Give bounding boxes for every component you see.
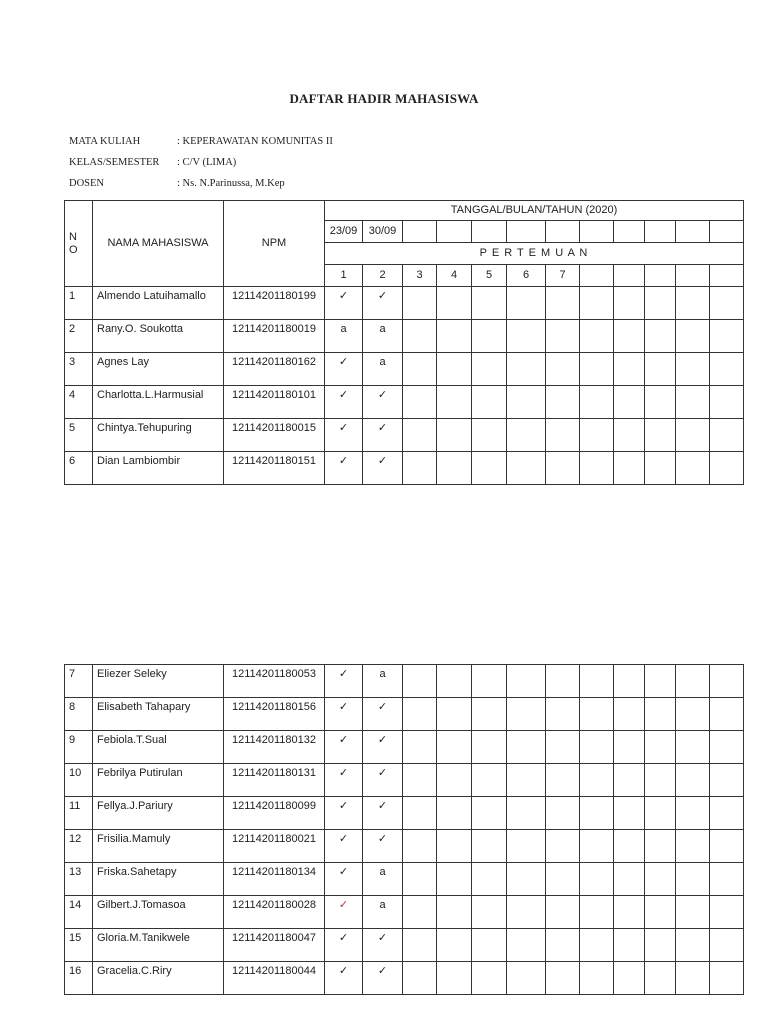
student-no: 9 (65, 731, 93, 764)
attendance-mark-empty (403, 320, 437, 353)
student-no: 15 (65, 929, 93, 962)
attendance-mark-empty (614, 320, 645, 353)
student-npm: 12114201180101 (224, 386, 325, 419)
date-cell: 23/09 (325, 221, 363, 243)
attendance-mark-empty (614, 731, 645, 764)
attendance-mark-empty (437, 665, 472, 698)
attendance-mark-empty (507, 452, 546, 485)
attendance-mark: ✓ (325, 863, 363, 896)
attendance-mark-empty (403, 665, 437, 698)
student-npm: 12114201180156 (224, 698, 325, 731)
student-row (65, 863, 744, 896)
attendance-mark-empty (403, 797, 437, 830)
attendance-mark-empty (645, 386, 676, 419)
attendance-mark-empty (403, 386, 437, 419)
attendance-mark-empty (580, 419, 614, 452)
attendance-mark-empty (580, 797, 614, 830)
meeting-number (645, 265, 676, 287)
meeting-number (676, 265, 710, 287)
student-name: Friska.Sahetapy (93, 863, 224, 896)
attendance-mark-empty (676, 929, 710, 962)
student-row (65, 665, 744, 698)
student-no: 13 (65, 863, 93, 896)
attendance-mark-empty (472, 863, 507, 896)
student-name: Charlotta.L.Harmusial (93, 386, 224, 419)
info-row-kelas (69, 157, 236, 168)
date-cell (403, 221, 437, 243)
attendance-mark-empty (507, 419, 546, 452)
attendance-mark-empty (437, 764, 472, 797)
attendance-mark-empty (710, 419, 744, 452)
student-name: Frisilia.Mamuly (93, 830, 224, 863)
attendance-mark-empty (472, 962, 507, 995)
attendance-mark-empty (614, 830, 645, 863)
info-label: MATA KULIAH (69, 136, 141, 147)
student-name: Elisabeth Tahapary (93, 698, 224, 731)
attendance-mark-empty (614, 929, 645, 962)
attendance-mark-empty (507, 863, 546, 896)
attendance-mark-empty (676, 830, 710, 863)
attendance-mark: a (363, 320, 403, 353)
date-cell (580, 221, 614, 243)
meeting-number: 6 (507, 265, 546, 287)
attendance-mark-empty (580, 698, 614, 731)
attendance-mark-empty (546, 962, 580, 995)
attendance-mark-empty (676, 962, 710, 995)
date-cell (472, 221, 507, 243)
attendance-mark-empty (710, 764, 744, 797)
info-label: DOSEN (69, 178, 105, 189)
attendance-mark-empty (710, 353, 744, 386)
attendance-mark-empty (472, 287, 507, 320)
student-row (65, 929, 744, 962)
attendance-mark-empty (507, 386, 546, 419)
attendance-mark-empty (472, 830, 507, 863)
attendance-mark-empty (437, 419, 472, 452)
attendance-mark: ✓ (325, 665, 363, 698)
attendance-mark-empty (403, 896, 437, 929)
attendance-mark-empty (507, 929, 546, 962)
attendance-mark-empty (710, 452, 744, 485)
attendance-mark-empty (437, 731, 472, 764)
attendance-mark-empty (546, 320, 580, 353)
student-name: Agnes Lay (93, 353, 224, 386)
attendance-mark: ✓ (363, 962, 403, 995)
attendance-mark: a (363, 353, 403, 386)
info-row-dosen (69, 178, 285, 189)
date-cell (645, 221, 676, 243)
attendance-mark-empty (676, 287, 710, 320)
student-npm: 12114201180099 (224, 797, 325, 830)
student-npm: 12114201180047 (224, 929, 325, 962)
attendance-mark-empty (676, 896, 710, 929)
attendance-mark: ✓ (325, 929, 363, 962)
attendance-mark-empty (614, 386, 645, 419)
attendance-mark-empty (546, 863, 580, 896)
attendance-mark-empty (437, 386, 472, 419)
attendance-mark-empty (580, 863, 614, 896)
attendance-mark-empty (580, 731, 614, 764)
student-row (65, 452, 744, 485)
meeting-number: 7 (546, 265, 580, 287)
attendance-mark-empty (676, 764, 710, 797)
student-no: 1 (65, 287, 93, 320)
student-name: Gilbert.J.Tomasoa (93, 896, 224, 929)
attendance-mark: ✓ (325, 962, 363, 995)
attendance-mark-empty (614, 698, 645, 731)
attendance-mark-empty (507, 665, 546, 698)
attendance-mark: ✓ (363, 731, 403, 764)
attendance-mark-empty (472, 353, 507, 386)
student-row (65, 320, 744, 353)
attendance-mark-empty (546, 386, 580, 419)
attendance-mark-empty (546, 797, 580, 830)
attendance-mark-empty (645, 830, 676, 863)
student-name: Febiola.T.Sual (93, 731, 224, 764)
info-value: : KEPERAWATAN KOMUNITAS II (177, 136, 333, 147)
student-npm: 12114201180019 (224, 320, 325, 353)
attendance-mark-empty (614, 896, 645, 929)
attendance-mark: ✓ (325, 452, 363, 485)
attendance-mark-empty (403, 962, 437, 995)
attendance-mark-empty (437, 353, 472, 386)
student-no: 2 (65, 320, 93, 353)
student-name: Eliezer Seleky (93, 665, 224, 698)
attendance-mark-empty (676, 419, 710, 452)
attendance-mark-empty (645, 863, 676, 896)
attendance-mark-empty (580, 962, 614, 995)
attendance-mark-empty (645, 764, 676, 797)
attendance-mark-empty (580, 320, 614, 353)
attendance-mark-empty (507, 320, 546, 353)
student-row (65, 419, 744, 452)
attendance-mark-empty (472, 797, 507, 830)
attendance-mark: ✓ (363, 797, 403, 830)
meeting-number: 3 (403, 265, 437, 287)
attendance-mark-empty (710, 830, 744, 863)
student-name: Dian Lambiombir (93, 452, 224, 485)
student-npm: 12114201180131 (224, 764, 325, 797)
attendance-mark-empty (580, 830, 614, 863)
attendance-mark-empty (710, 863, 744, 896)
student-row (65, 962, 744, 995)
attendance-mark-empty (507, 287, 546, 320)
attendance-mark-empty (437, 863, 472, 896)
meeting-number: 5 (472, 265, 507, 287)
attendance-mark-empty (580, 353, 614, 386)
attendance-mark: ✓ (363, 830, 403, 863)
attendance-mark-empty (614, 419, 645, 452)
attendance-mark-empty (472, 929, 507, 962)
attendance-mark: ✓ (325, 830, 363, 863)
attendance-mark-empty (546, 287, 580, 320)
attendance-mark-empty (614, 353, 645, 386)
attendance-mark-empty (614, 764, 645, 797)
attendance-mark-empty (403, 452, 437, 485)
attendance-mark-empty (645, 665, 676, 698)
student-name: Rany.O. Soukotta (93, 320, 224, 353)
attendance-mark-empty (614, 287, 645, 320)
col-header-no: N O (65, 201, 93, 287)
attendance-mark-empty (580, 896, 614, 929)
attendance-mark-empty (676, 698, 710, 731)
attendance-mark-empty (676, 452, 710, 485)
attendance-mark: ✓ (325, 764, 363, 797)
meeting-number (580, 265, 614, 287)
date-cell (546, 221, 580, 243)
attendance-mark-empty (437, 797, 472, 830)
col-header-tanggal: TANGGAL/BULAN/TAHUN (2020) (325, 201, 744, 221)
attendance-mark-empty (710, 731, 744, 764)
student-no: 16 (65, 962, 93, 995)
document-title: DAFTAR HADIR MAHASISWA (289, 91, 479, 106)
attendance-mark-empty (676, 731, 710, 764)
attendance-mark-empty (437, 962, 472, 995)
student-no: 14 (65, 896, 93, 929)
attendance-mark-empty (710, 287, 744, 320)
attendance-mark-empty (546, 830, 580, 863)
attendance-mark-empty (437, 929, 472, 962)
attendance-mark-empty (437, 830, 472, 863)
student-no: 7 (65, 665, 93, 698)
attendance-mark-empty (437, 896, 472, 929)
attendance-mark-empty (710, 797, 744, 830)
attendance-mark-empty (676, 797, 710, 830)
student-name: Fellya.J.Pariury (93, 797, 224, 830)
attendance-mark-empty (546, 929, 580, 962)
student-no: 5 (65, 419, 93, 452)
date-cell (507, 221, 546, 243)
attendance-mark: ✓ (363, 929, 403, 962)
date-cell (614, 221, 645, 243)
attendance-mark-empty (580, 386, 614, 419)
attendance-mark: ✓ (363, 698, 403, 731)
attendance-mark: ✓ (363, 452, 403, 485)
attendance-mark-empty (472, 386, 507, 419)
student-no: 10 (65, 764, 93, 797)
attendance-mark-empty (645, 797, 676, 830)
date-cell (437, 221, 472, 243)
meeting-number (614, 265, 645, 287)
attendance-mark-empty (676, 320, 710, 353)
attendance-mark: ✓ (325, 698, 363, 731)
meeting-number: 2 (363, 265, 403, 287)
attendance-mark-empty (507, 896, 546, 929)
attendance-mark: ✓ (325, 287, 363, 320)
attendance-mark: a (363, 665, 403, 698)
attendance-mark-empty (676, 386, 710, 419)
attendance-mark-empty (580, 665, 614, 698)
attendance-mark: ✓ (325, 353, 363, 386)
attendance-mark-empty (546, 665, 580, 698)
student-npm: 12114201180015 (224, 419, 325, 452)
student-name: Gracelia.C.Riry (93, 962, 224, 995)
student-npm: 12114201180132 (224, 731, 325, 764)
attendance-mark-empty (645, 419, 676, 452)
meeting-number (710, 265, 744, 287)
attendance-mark-empty (507, 830, 546, 863)
attendance-mark-empty (614, 797, 645, 830)
attendance-mark-empty (507, 698, 546, 731)
attendance-table-1 (64, 200, 744, 485)
attendance-mark-empty (645, 452, 676, 485)
attendance-mark-empty (403, 353, 437, 386)
attendance-mark-empty (507, 962, 546, 995)
attendance-mark-empty (437, 698, 472, 731)
attendance-mark-empty (710, 962, 744, 995)
attendance-mark: ✓ (325, 896, 363, 929)
attendance-mark-empty (676, 665, 710, 698)
attendance-mark-empty (403, 863, 437, 896)
student-npm: 12114201180162 (224, 353, 325, 386)
attendance-mark-empty (580, 929, 614, 962)
attendance-mark: ✓ (363, 386, 403, 419)
student-npm: 12114201180044 (224, 962, 325, 995)
info-value: : C/V (LIMA) (177, 157, 237, 168)
student-row (65, 386, 744, 419)
attendance-mark-empty (710, 386, 744, 419)
attendance-mark-empty (710, 698, 744, 731)
attendance-mark-empty (645, 287, 676, 320)
attendance-mark-empty (403, 731, 437, 764)
attendance-mark-empty (403, 830, 437, 863)
student-row (65, 731, 744, 764)
attendance-mark-empty (507, 764, 546, 797)
attendance-mark-empty (676, 353, 710, 386)
attendance-mark-empty (403, 419, 437, 452)
attendance-mark: ✓ (325, 797, 363, 830)
attendance-mark-empty (472, 896, 507, 929)
attendance-mark-empty (546, 353, 580, 386)
col-header-pertemuan: P E R T E M U A N (325, 243, 744, 265)
attendance-mark-empty (546, 731, 580, 764)
attendance-mark-empty (472, 419, 507, 452)
attendance-mark-empty (403, 698, 437, 731)
attendance-mark-empty (710, 665, 744, 698)
date-cell (710, 221, 744, 243)
attendance-mark-empty (614, 962, 645, 995)
attendance-mark: a (325, 320, 363, 353)
col-header-npm: NPM (224, 201, 325, 287)
student-row (65, 896, 744, 929)
attendance-mark-empty (710, 896, 744, 929)
attendance-mark-empty (472, 698, 507, 731)
student-no: 12 (65, 830, 93, 863)
student-npm: 12114201180028 (224, 896, 325, 929)
info-row-mata-kuliah (69, 136, 333, 147)
student-npm: 12114201180021 (224, 830, 325, 863)
attendance-mark-empty (645, 896, 676, 929)
student-npm: 12114201180199 (224, 287, 325, 320)
attendance-mark-empty (614, 863, 645, 896)
student-row (65, 764, 744, 797)
student-no: 8 (65, 698, 93, 731)
student-name: Chintya.Tehupuring (93, 419, 224, 452)
attendance-mark-empty (403, 929, 437, 962)
attendance-mark: a (363, 863, 403, 896)
date-cell: 30/09 (363, 221, 403, 243)
attendance-mark-empty (472, 320, 507, 353)
student-name: Gloria.M.Tanikwele (93, 929, 224, 962)
attendance-mark: ✓ (325, 386, 363, 419)
attendance-mark-empty (546, 896, 580, 929)
attendance-mark-empty (507, 353, 546, 386)
student-name: Febrilya Putirulan (93, 764, 224, 797)
attendance-mark-empty (546, 698, 580, 731)
attendance-mark-empty (437, 287, 472, 320)
attendance-mark-empty (437, 320, 472, 353)
attendance-mark-empty (472, 452, 507, 485)
meeting-number: 4 (437, 265, 472, 287)
attendance-mark-empty (580, 452, 614, 485)
attendance-mark-empty (614, 665, 645, 698)
attendance-mark-empty (472, 731, 507, 764)
student-row (65, 353, 744, 386)
student-npm: 12114201180053 (224, 665, 325, 698)
attendance-mark: ✓ (325, 731, 363, 764)
attendance-table-2 (64, 664, 744, 995)
attendance-mark-empty (580, 764, 614, 797)
attendance-mark: ✓ (363, 287, 403, 320)
attendance-mark-empty (614, 452, 645, 485)
attendance-mark-empty (437, 452, 472, 485)
student-no: 4 (65, 386, 93, 419)
student-npm: 12114201180134 (224, 863, 325, 896)
attendance-mark-empty (580, 287, 614, 320)
attendance-mark-empty (710, 320, 744, 353)
attendance-mark-empty (676, 863, 710, 896)
attendance-mark-empty (403, 764, 437, 797)
meeting-number: 1 (325, 265, 363, 287)
student-no: 6 (65, 452, 93, 485)
student-no: 11 (65, 797, 93, 830)
attendance-mark-empty (507, 797, 546, 830)
attendance-mark-empty (472, 764, 507, 797)
col-header-nama: NAMA MAHASISWA (93, 201, 224, 287)
info-value: : Ns. N.Parinussa, M.Kep (177, 178, 285, 189)
student-name: Almendo Latuihamallo (93, 287, 224, 320)
attendance-mark-empty (645, 962, 676, 995)
attendance-mark-empty (645, 320, 676, 353)
student-npm: 12114201180151 (224, 452, 325, 485)
attendance-mark-empty (546, 452, 580, 485)
attendance-mark-empty (645, 929, 676, 962)
attendance-mark: ✓ (325, 419, 363, 452)
date-cell (676, 221, 710, 243)
attendance-mark-empty (472, 665, 507, 698)
attendance-mark-empty (645, 353, 676, 386)
attendance-mark-empty (507, 731, 546, 764)
student-no: 3 (65, 353, 93, 386)
attendance-mark-empty (546, 764, 580, 797)
attendance-mark-empty (710, 929, 744, 962)
attendance-mark: ✓ (363, 764, 403, 797)
student-row (65, 287, 744, 320)
info-label: KELAS/SEMESTER (69, 157, 160, 168)
attendance-mark-empty (546, 419, 580, 452)
attendance-mark: ✓ (363, 419, 403, 452)
attendance-mark-empty (645, 731, 676, 764)
attendance-mark: a (363, 896, 403, 929)
attendance-mark-empty (645, 698, 676, 731)
student-row (65, 830, 744, 863)
student-row (65, 797, 744, 830)
attendance-mark-empty (403, 287, 437, 320)
student-row (65, 698, 744, 731)
